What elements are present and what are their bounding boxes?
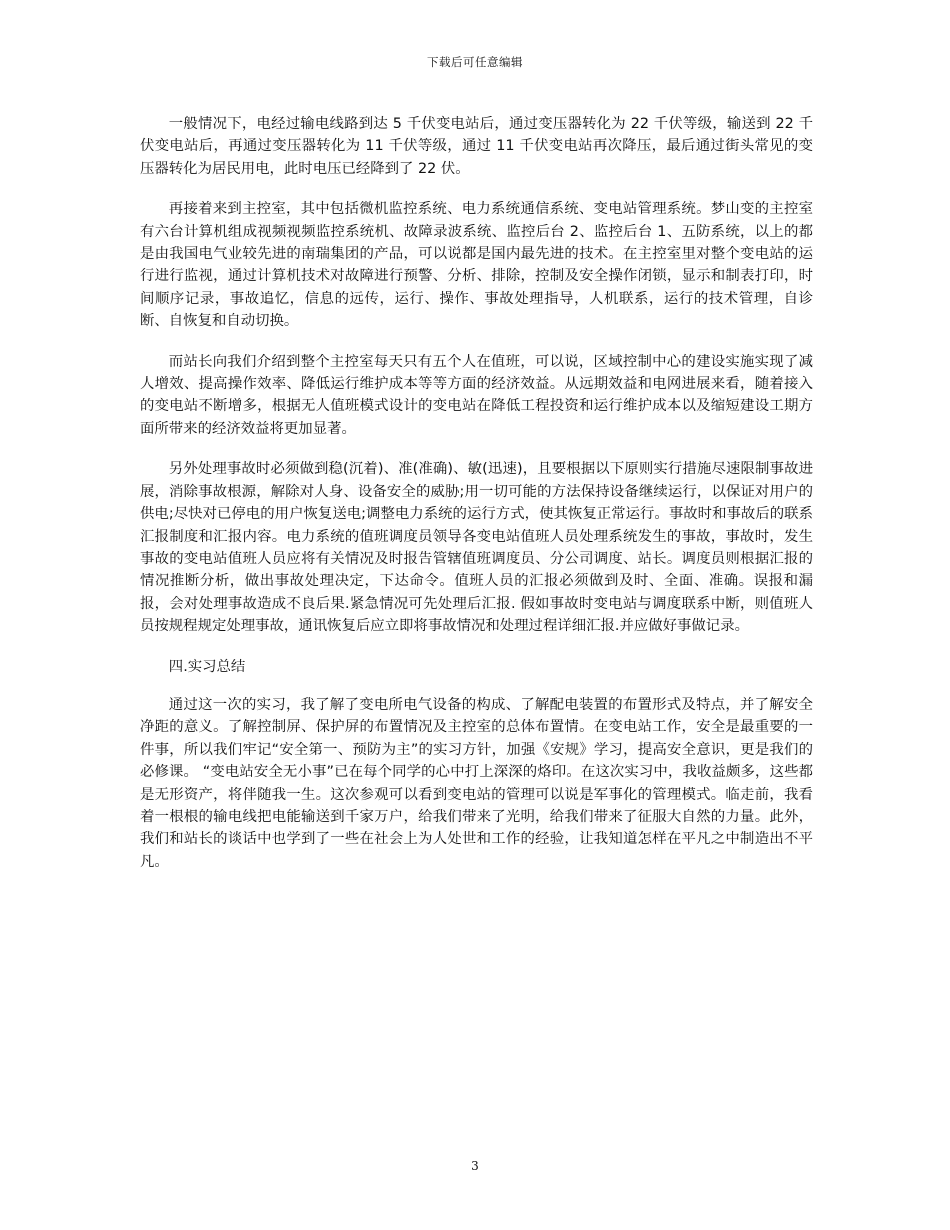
paragraph-control-room: 再接着来到主控室，其中包括微机监控系统、电力系统通信系统、变电站管理系统。梦山变的主控室有六台计算机组成视频视频监控系统机、故障录波系统、监控后台 2、监控后台 1、五防系统，以上的都是由我国电气业较先进的南瑞集团的产品，可以说都是国内最先进的技术。在主控室里对整个变电站的运行进行监视，通过计算机技术对故障进行预警、分析、排除，控制及安全操作闭锁，显示和制表打印，时间顺序记录，事故追忆，信息的远传，运行、操作、事故处理指导，人机联系，运行的技术管理，自诊断、自恢复和自动切换。 — [140, 201, 813, 330]
paragraph-staffing-benefits: 而站长向我们介绍到整个主控室每天只有五个人在值班，可以说，区域控制中心的建设实施实现了减人增效、提高操作效率、降低运行维护成本等等方面的经济效益。从远期效益和电网进展来看，随着接入的变电站不断增多，根据无人值班模式设计的变电站在降低工程投资和运行维护成本以及缩短建设工期方面所带来的经济效益将更加显著。 — [140, 353, 813, 437]
page-header: 下载后可任意编辑 — [427, 55, 523, 69]
section-heading-summary: 四.实习总结 — [168, 658, 246, 675]
paragraph-voltage-levels: 一般情况下，电经过输电线路到达 5 千伏变电站后，通过变压器转化为 22 千伏等级，输送到 22 千伏变电站后，再通过变压器转化为 11 千伏等级，通过 11 千伏变电站再次降压，最后通过街头常见的变压器转化为居民用电，此时电压已经降到了 22 伏。 — [140, 116, 813, 177]
paragraph-accident-handling: 另外处理事故时必须做到稳(沉着)、准(准确)、敏(迅速)，且要根据以下原则实行措施尽速限制事故进展，消除事故根源，解除对人身、设备安全的威胁;用一切可能的方法保持设备继续运行，以保证对用户的供电;尽快对已停电的用户恢复送电;调整电力系统的运行方式，使其恢复正常运行。事故时和事故后的联系汇报制度和汇报内容。电力系统的值班调度员领导各变电站值班人员处理系统发生的事故，事故时，发生事故的变电站值班人员应将有关情况及时报告管辖值班调度员、分公司调度、站长。调度员则根据汇报的情况推断分析，做出事故处理决定，下达命令。值班人员的汇报必须做到及时、全面、准确。误报和漏报，会对处理事故造成不良后果.紧急情况可先处理后汇报. 假如事故时变电站与调度联系中断，则值班人员按规程规定处理事故，通讯恢复后应立即将事故情况和处理过程详细汇报.并应做好事做记录。 — [140, 461, 813, 635]
page-number: 3 — [471, 1159, 479, 1173]
paragraph-internship-summary: 通过这一次的实习，我了解了变电所电气设备的构成、了解配电装置的布置形式及特点，并了解安全净距的意义。了解控制屏、保护屏的布置情况及主控室的总体布置情。在变电站工作，安全是最重要的一件事，所以我们牢记“安全第一、预防为主”的实习方针，加强《安规》学习，提高安全意识，更是我们的必修课。 “变电站安全无小事”已在每个同学的心中打上深深的烙印。在这次实习中，我收益颇多，这些都是无形资产，将伴随我一生。这次参观可以看到变电站的管理可以说是军事化的管理模式。临走前，我看着一根根的输电线把电能输送到千家万户，给我们带来了光明，给我们带来了征服大自然的力量。此外，我们和站长的谈话中也学到了一些在社会上为人处世和工作的经验，让我知道怎样在平凡之中制造出不平凡。 — [140, 696, 813, 870]
document-body — [140, 113, 813, 891]
